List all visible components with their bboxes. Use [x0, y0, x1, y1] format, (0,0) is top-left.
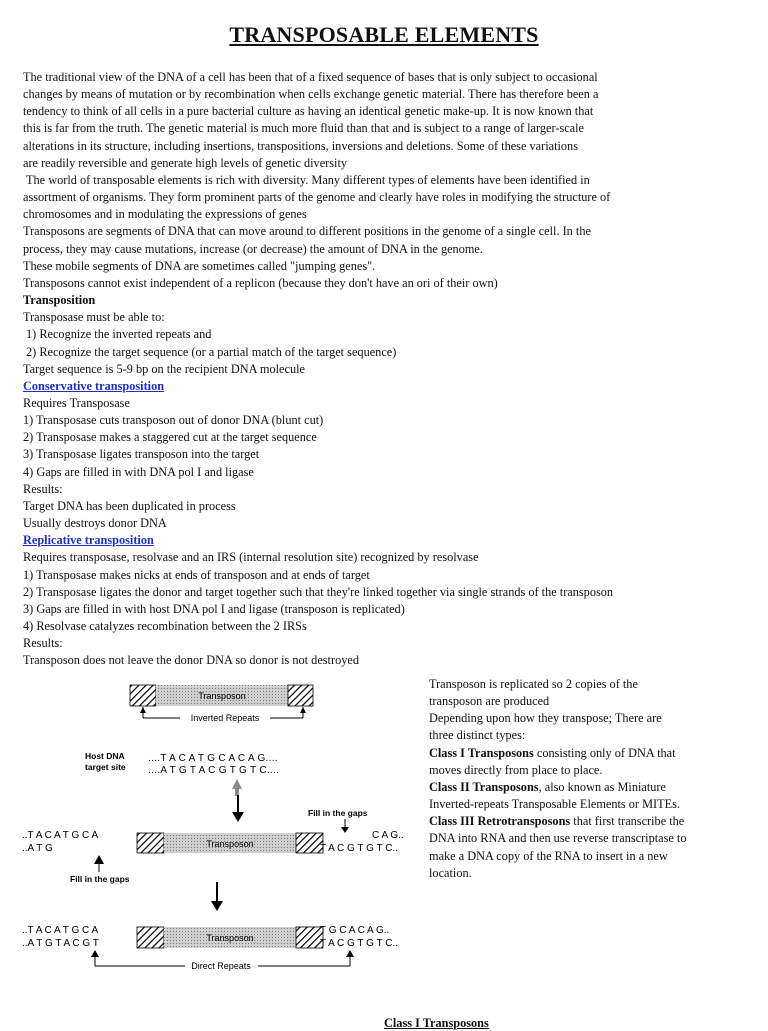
transposition-line: 1) Recognize the inverted repeats and [26, 327, 212, 342]
replicative-section [23, 532, 753, 669]
side-line: Inverted-repeats Transposable Elements or MITEs. [429, 797, 680, 812]
class-two-heading: Class II Transposons [429, 779, 539, 794]
arrow-up-icon [140, 707, 146, 713]
stage2-left-bottom-seq: ..A T G [22, 843, 53, 854]
conservative-line: Usually destroys donor DNA [23, 516, 167, 531]
transposition-heading: Transposition [23, 293, 96, 308]
page-title: TRANSPOSABLE ELEMENTS [229, 22, 539, 47]
transposon-label: Transposon [206, 933, 254, 943]
side-line: make a DNA copy of the RNA to insert in a new [429, 848, 668, 863]
intro-line: The world of transposable elements is rich with diversity. Many different types of elements have been identified in [26, 172, 590, 187]
arrow-up-icon [94, 855, 104, 864]
replicative-line: Transposon does not leave the donor DNA so donor is not destroyed [23, 653, 359, 668]
intro-line: this is far from the truth. The genetic material is much more fluid than that and is subject to a range of larger-scale [23, 121, 585, 136]
intro-line: These mobile segments of DNA are sometimes called "jumping genes". [23, 258, 376, 273]
class-three-text: that first transcribe the [570, 814, 685, 829]
host-dna-label: Host DNA [85, 751, 125, 761]
arrow-down-icon [211, 901, 223, 911]
inverted-repeat-right [296, 833, 323, 853]
target-sequence-bottom: ....A T G T A C G T G T C.... [148, 765, 280, 776]
intro-line: Transposons are segments of DNA that can move around to different positions in the genome of a single cell. In the [23, 224, 591, 239]
transposition-diagram [20, 676, 430, 976]
replicative-line: 2) Transposase ligates the donor and target together such that they're linked together via single strands of the transposon [23, 584, 614, 599]
stage3-left-bottom-seq: ..A T G T A C G T [22, 938, 99, 949]
fill-gaps-label-right: Fill in the gaps [308, 808, 368, 818]
conservative-line: 3) Transposase ligates transposon into the target [23, 447, 260, 462]
replicative-line: Results: [23, 636, 63, 651]
transposon-label: Transposon [206, 839, 254, 849]
stage2-right-bottom-seq: T A C G T G T C.. [320, 843, 398, 854]
transposition-section [23, 292, 753, 378]
stage3-right-top-seq: T G C A C A G.. [320, 925, 390, 936]
conservative-line: Results: [23, 481, 63, 496]
arrow-up-icon [91, 950, 99, 957]
replicative-line: Requires transposase, resolvase and an IRS (internal resolution site) recognized by resolvase [23, 550, 479, 565]
intro-line: tendency to think of all cells in a pure bacterial culture as having an identical genetic make-up. It is now known that [23, 104, 594, 119]
inverted-repeat-left [130, 685, 156, 706]
class-one-text: consisting only of DNA that [533, 745, 676, 760]
stage2-left-top-seq: ..T A C A T G C A [22, 830, 99, 841]
conservative-section [23, 378, 753, 532]
target-sequence-top: ....T A C A T G C A C A G.... [148, 753, 278, 764]
stage3-left-top-seq: ..T A C A T G C A [22, 925, 99, 936]
transposition-line: Target sequence is 5-9 bp on the recipient DNA molecule [23, 361, 305, 376]
document-body [23, 69, 753, 669]
fill-gaps-label-left: Fill in the gaps [70, 874, 130, 884]
next-page-heading-cutoff: Class I Transposons [384, 1016, 489, 1030]
inverted-repeat-left [137, 927, 164, 948]
direct-repeats-label: Direct Repeats [191, 961, 251, 971]
replicative-line: 1) Transposase makes nicks at ends of transposon and at ends of target [23, 567, 370, 582]
arrow-up-icon [300, 707, 306, 713]
transposon-stage-2 [22, 808, 404, 884]
inverted-repeat-left [137, 833, 164, 853]
replicative-transposition-link[interactable]: Replicative transposition [23, 533, 154, 548]
replicative-line: 3) Gaps are filled in with host DNA pol I and ligase (transposon is replicated) [23, 601, 405, 616]
conservative-line: 4) Gaps are filled in with DNA pol I and ligase [23, 464, 254, 479]
intro-line: alterations in its structure, including insertions, transpositions, inversions and deletions. Some of these variations [23, 138, 578, 153]
transposon-stage-3 [22, 925, 398, 971]
side-line: transposon are produced [429, 694, 550, 709]
target-site-label: target site [85, 762, 126, 772]
intro-line: assortment of organisms. They form prominent parts of the genome and clearly have roles in modifying the structure of [23, 190, 611, 205]
intro-line: process, they may cause mutations, increase (or decrease) the amount of DNA in the genome. [23, 241, 483, 256]
side-line: three distinct types: [429, 728, 526, 743]
conservative-line: 2) Transposase makes a staggered cut at the target sequence [23, 430, 317, 445]
class-one-line [429, 745, 749, 762]
conservative-line: 1) Transposase cuts transposon out of donor DNA (blunt cut) [23, 413, 324, 428]
intro-line: Transposons cannot exist independent of a replicon (because they don't have an ori of their own) [23, 275, 498, 290]
intro-line: changes by means of mutation or by recombination when cells exchange genetic material. There has therefore been a [23, 87, 599, 102]
side-line: DNA into RNA and then use reverse transcriptase to [429, 831, 687, 846]
intro-section [23, 69, 753, 292]
stage3-right-bottom-seq: T A C G T G T C.. [320, 938, 398, 949]
conservative-line: Target DNA has been duplicated in process [23, 498, 236, 513]
side-line: Depending upon how they transpose; There are [429, 711, 662, 726]
class-three-line [429, 813, 749, 830]
side-line: moves directly from place to place. [429, 762, 603, 777]
class-two-line [429, 779, 749, 796]
transposon-label: Transposon [198, 691, 246, 701]
intro-line: chromosomes and in modulating the expressions of genes [23, 207, 307, 222]
arrow-down-icon [341, 827, 349, 833]
replicative-line: 4) Resolvase catalyzes recombination between the 2 IRSs [23, 619, 307, 633]
gray-arrow-up-icon [235, 789, 239, 796]
intro-line: are readily reversible and generate high levels of genetic diversity [23, 155, 348, 170]
side-line: Transposon is replicated so 2 copies of the [429, 677, 638, 691]
transposition-line: Transposase must be able to: [23, 310, 165, 325]
transposon-stage-1 [130, 685, 313, 723]
arrow-up-icon [346, 950, 354, 957]
transposition-line: 2) Recognize the target sequence (or a partial match of the target sequence) [26, 344, 397, 359]
gray-arrow-up-icon [232, 779, 242, 789]
conservative-line: Requires Transposase [23, 395, 130, 410]
inverted-repeat-right [296, 927, 323, 948]
intro-line: The traditional view of the DNA of a cell has been that of a fixed sequence of bases that is only subject to occasional [23, 70, 598, 84]
side-line: location. [429, 865, 472, 880]
host-dna-stage [85, 751, 279, 796]
inverted-repeats-label: Inverted Repeats [190, 713, 260, 723]
class-one-heading: Class I Transposons [429, 745, 534, 760]
transposon-classes-text [429, 676, 749, 882]
class-three-heading: Class III Retrotransposons [429, 814, 571, 829]
arrow-down-icon [232, 812, 244, 822]
stage2-right-top-seq: C A G.. [372, 830, 404, 841]
class-two-text: , also known as Miniature [538, 779, 666, 794]
inverted-repeat-right [288, 685, 313, 706]
conservative-transposition-link[interactable]: Conservative transposition [23, 378, 165, 393]
